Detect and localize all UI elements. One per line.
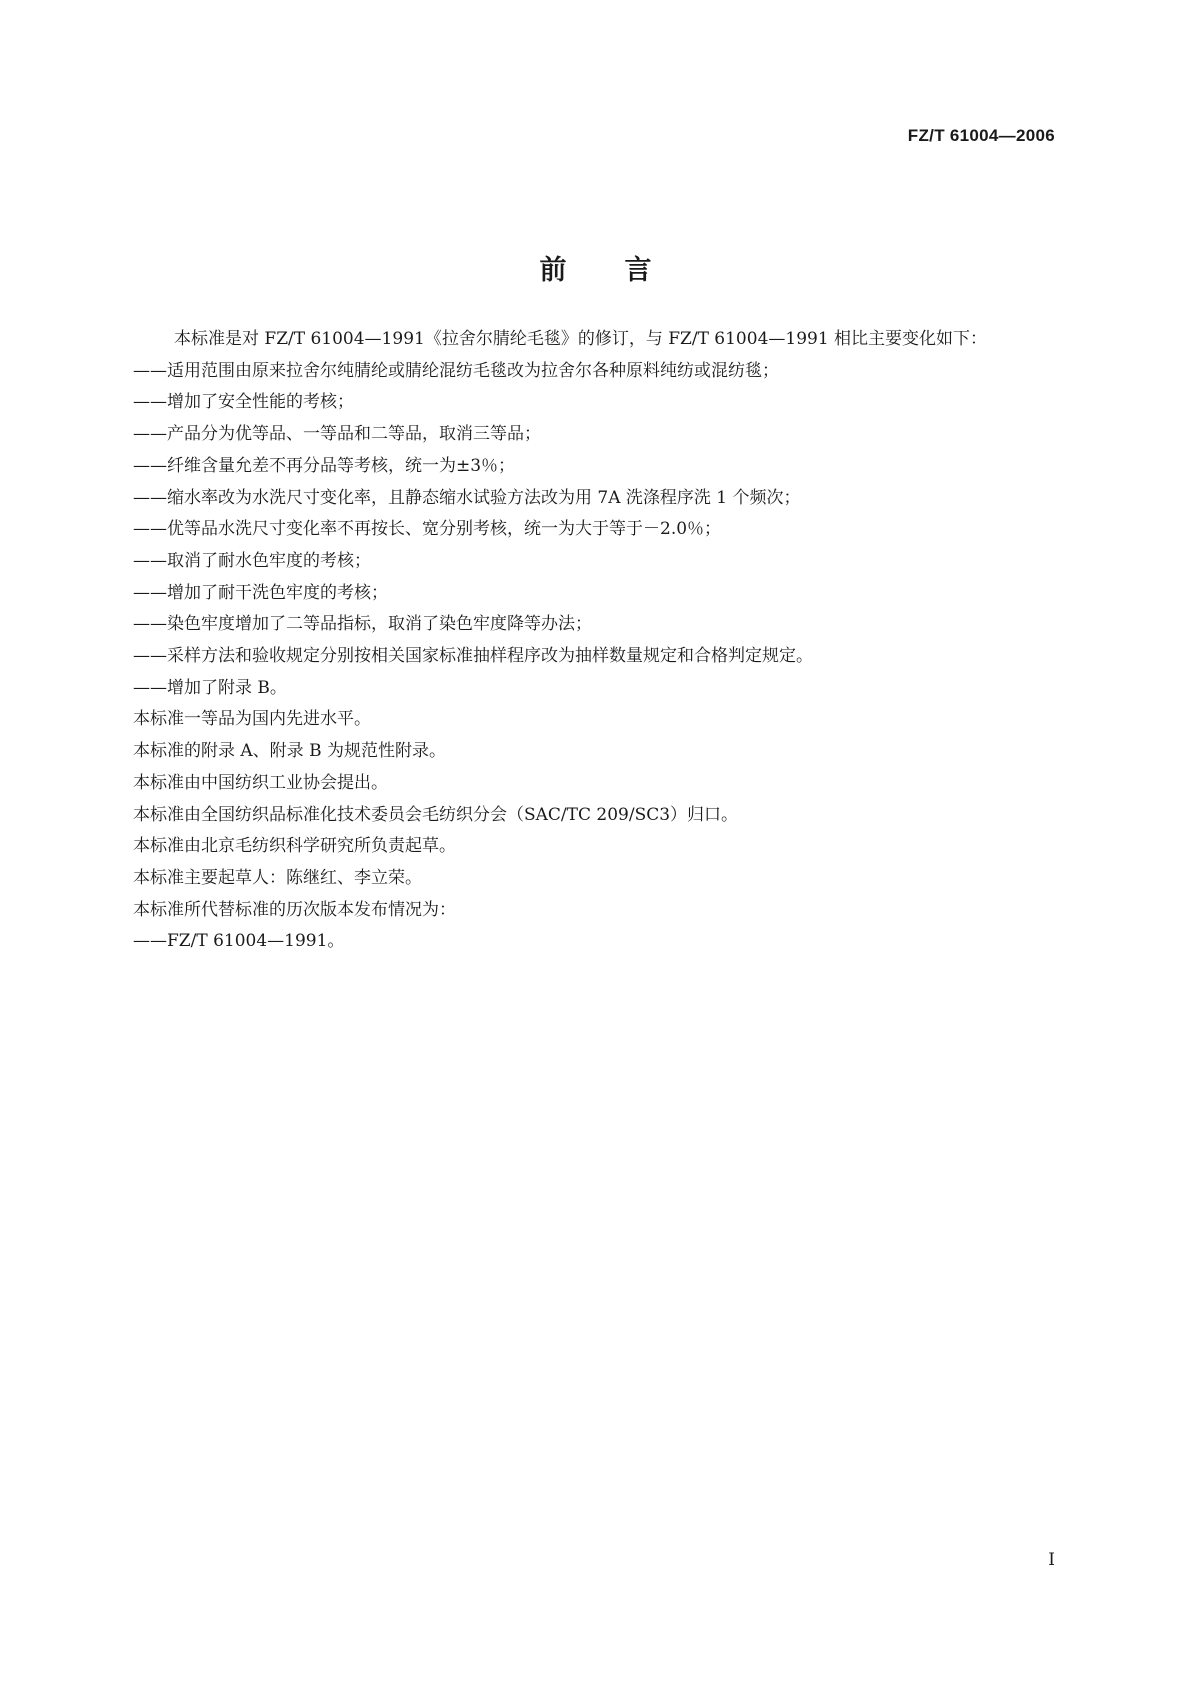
level-statement: 本标准一等品为国内先进水平。: [133, 709, 371, 730]
changes-list: [133, 356, 1058, 705]
change-item: ——染色牢度增加了二等品指标，取消了染色牢度降等办法；: [133, 614, 592, 635]
change-item: ——纤维含量允差不再分品等考核，统一为±3％；: [133, 455, 516, 476]
proposer-statement: 本标准由中国纺织工业协会提出。: [133, 772, 388, 793]
administrator-statement: 本标准由全国纺织品标准化技术委员会毛纺织分会（SAC/TC 209/SC3）归口。: [133, 804, 739, 825]
change-item: ——优等品水洗尺寸变化率不再按长、宽分别考核，统一为大于等于－2.0％；: [133, 519, 722, 540]
history-item: ——FZ/T 61004—1991。: [133, 931, 345, 952]
change-item: ——缩水率改为水洗尺寸变化率，且静态缩水试验方法改为用 7A 洗涤程序洗 1 个频次；: [133, 487, 801, 508]
page-number: I: [1048, 1550, 1055, 1570]
foreword-body: [133, 324, 1058, 958]
change-item: ——取消了耐水色牢度的考核；: [133, 550, 371, 571]
change-item: ——适用范围由原来拉舍尔纯腈纶或腈纶混纺毛毯改为拉舍尔各种原料纯纺或混纺毯；: [133, 360, 779, 381]
annex-statement: 本标准的附录 A、附录 B 为规范性附录。: [133, 741, 446, 762]
page-title: 前言: [539, 255, 710, 287]
change-item: ——产品分为优等品、一等品和二等品，取消三等品；: [133, 424, 541, 445]
change-item: ——增加了安全性能的考核；: [133, 392, 354, 413]
change-item: ——采样方法和验收规定分别按相关国家标准抽样程序改为抽样数量规定和合格判定规定。: [133, 646, 813, 667]
intro-paragraph: 本标准是对 FZ/T 61004—1991《拉舍尔腈纶毛毯》的修订，与 FZ/T 61004—1991 相比主要变化如下：: [174, 329, 988, 349]
drafting-unit-statement: 本标准由北京毛纺织科学研究所负责起草。: [133, 836, 456, 857]
change-item: ——增加了附录 B。: [133, 677, 287, 698]
change-item: ——增加了耐干洗色牢度的考核；: [133, 582, 388, 603]
history-statement: 本标准所代替标准的历次版本发布情况为：: [133, 899, 456, 920]
drafters-statement: 本标准主要起草人：陈继红、李立荣。: [133, 867, 422, 888]
standard-code: FZ/T 61004—2006: [907, 126, 1055, 145]
